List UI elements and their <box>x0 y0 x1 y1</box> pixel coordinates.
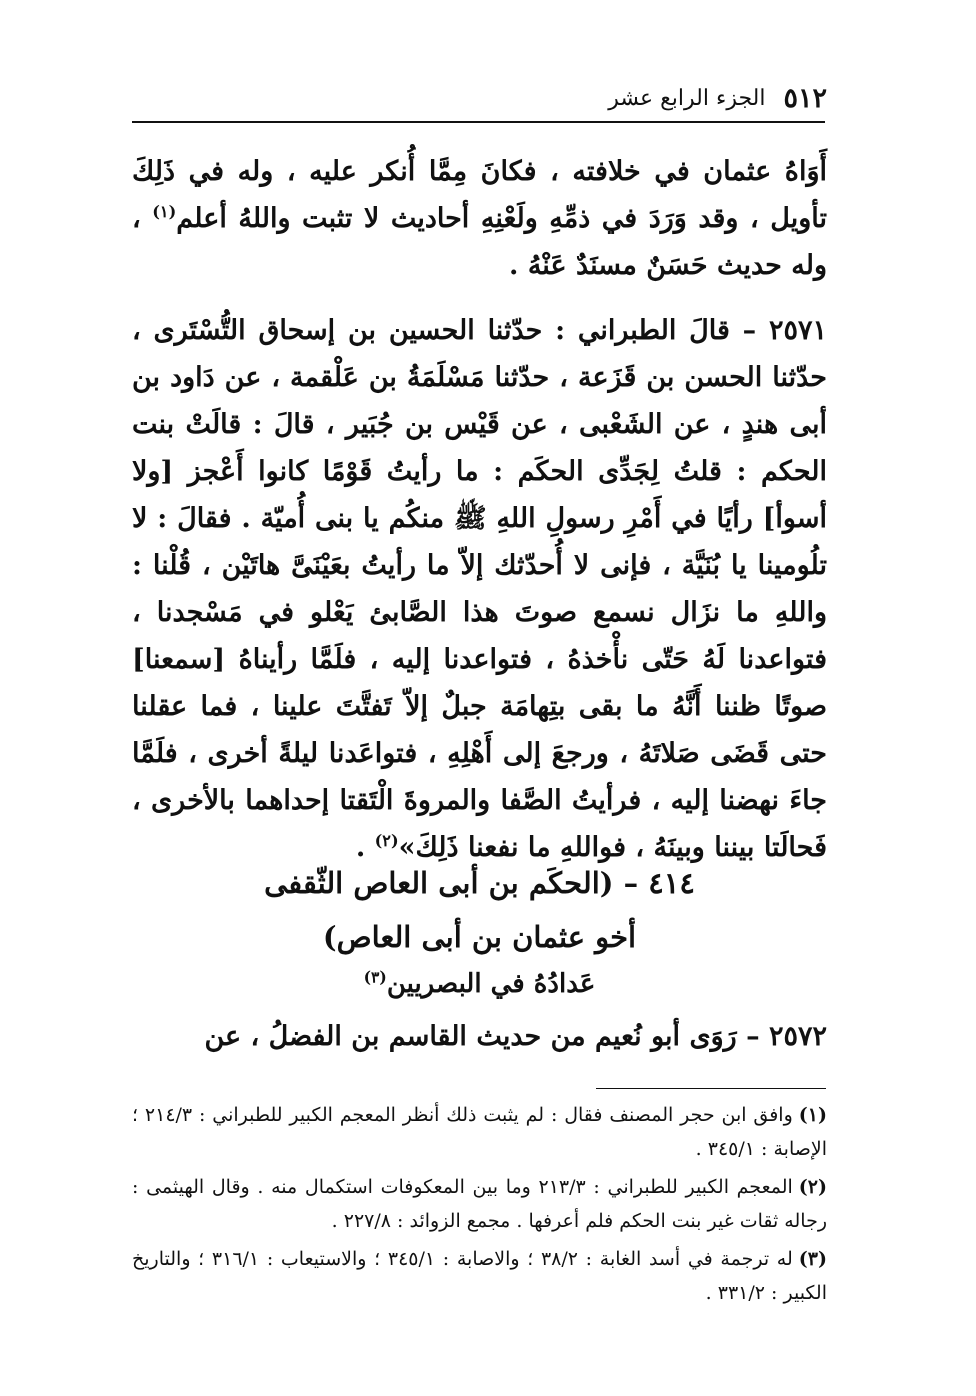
footnote-1 <box>132 1098 827 1166</box>
footnotes <box>132 1098 827 1310</box>
footnote-2 <box>132 1170 827 1238</box>
footnote-text: المعجم الكبير للطبراني : ٢١٣/٣ وما بين المعكوفات استكمال منه . وقال الهيثمى : رجاله ثقات غير بنت الحكم فلم أعرفها . مجمع الزوائد : ٢٢٧/٨ . <box>132 1176 827 1232</box>
header-rule <box>132 121 825 123</box>
footnote-text: له ترجمة في أسد الغابة : ٣٨/٢ ؛ والاصابة : ٣٤٥/١ ؛ والاستيعاب : ٣١٦/١ ؛ والتاريخ الكبير : ٣٣١/٢ . <box>132 1248 827 1304</box>
footnote-ref-2: (٢) <box>374 831 399 850</box>
footnote-3 <box>132 1242 827 1310</box>
paragraph-hadith-2571 <box>132 307 827 871</box>
footnote-number: (٢) <box>798 1176 828 1198</box>
header-right <box>608 83 827 114</box>
section-note <box>132 969 827 999</box>
section-subtitle: أخو عثمان بن أبى العاص) <box>322 920 637 954</box>
footnote-rule <box>596 1088 826 1089</box>
footnote-text: وافق ابن حجر المصنف فقال : لم يثبت ذلك أنظر المعجم الكبير للطبراني : ٢١٤/٣ ؛ الإصابة : ٣٤٥/١ . <box>132 1104 827 1160</box>
footnote-ref-1: (١) <box>152 202 177 221</box>
running-head: الجزء الرابع عشر <box>608 85 766 111</box>
paragraph-hadith-text: ٢٥٧١ – قالَ الطبراني : حدّثنا الحسين بن إسحاق التُّسْتَرى ، حدّثنا الحسن بن قَزَعة ، حدّثنا مَسْلَمَةُ بن عَلْقمة ، عن دَاود بن أبى هندٍ ، عن الشَعْبى ، عن قَيْس بن جُبَير ، قالَ : قالَتْ بنت الحكم : قلتُ لِجَدِّى الحكَم : ما رأيتُ قَوْمًا كانوا أَعْجز [ولا أسوأ] رأيًا في أَمْرِ رسولِ اللهِ ﷺ منكُم يا بنى أُميّة . فقالَ : لا تلُومينا يا بُنَيَّة ، فإنى لا أُحدّثك إلاّ ما رأيتُ بعَيْنَىَّ هاتَيْن ، قُلْنا : واللهِ ما نزَال نسمع صوتَ هذا الصَّابئ يَعْلو في مَسْجدنا ، فتواعدنا لَهُ حَتّى نأْخذهُ ، فتواعدنا إليه ، فلَمَّا رأيناهُ [سمعنا] صوتًا ظننا أَنَّهُ ما بقى بتِهامَة جبلٌ إلاّ تَفتَّتَ علينا ، فما عقلنا حتى قَضَى صَلاتَهُ ، ورجعَ إلى أَهْلِهِ ، فتواعَدنا ليلةً أخرى ، فلَمَّا جاءَ نهضنا إليه ، فرأيتُ الصَّفا والمروةَ الْتَقتا إحداهما بالأخرى ، فَحالَتا بيننا وبينَهُ ، فواللهِ ما نفعنا ذَلِكَ» <box>132 315 828 863</box>
footnote-number: (١) <box>798 1104 827 1126</box>
section-title: ٤١٤ – (الحكَم بن أبى العاص الثّقفى <box>264 866 695 900</box>
footnote-number: (٣) <box>798 1248 827 1270</box>
paragraph-intro-text: أَوَاهُ عثمان في خلافته ، فكانَ مِمَّا أُنكر عليه ، وله في ذَلِكَ تأويل ، وقد وَرَدَ في ذمِّهِ ولَعْنِهِ أحاديث لا تثبت واللهُ أعلم <box>132 156 827 234</box>
footnote-ref-3: (٣) <box>363 967 387 987</box>
section-note-text: عَدادُهُ في البصريين <box>386 969 596 999</box>
paragraph-intro-tail: ، وله حديث حَسَنٌ مسنَدٌ عَنْهُ . <box>132 203 827 281</box>
page-number: ٥١٢ <box>783 82 827 114</box>
paragraph-hadith-2572: ٢٥٧٢ – رَوَى أبو نُعيم من حديث القاسم بن الفضلُ ، عن <box>204 1021 827 1052</box>
paragraph-hadith-tail: . <box>355 832 375 863</box>
page-header <box>132 78 827 118</box>
paragraph-intro <box>132 148 827 289</box>
